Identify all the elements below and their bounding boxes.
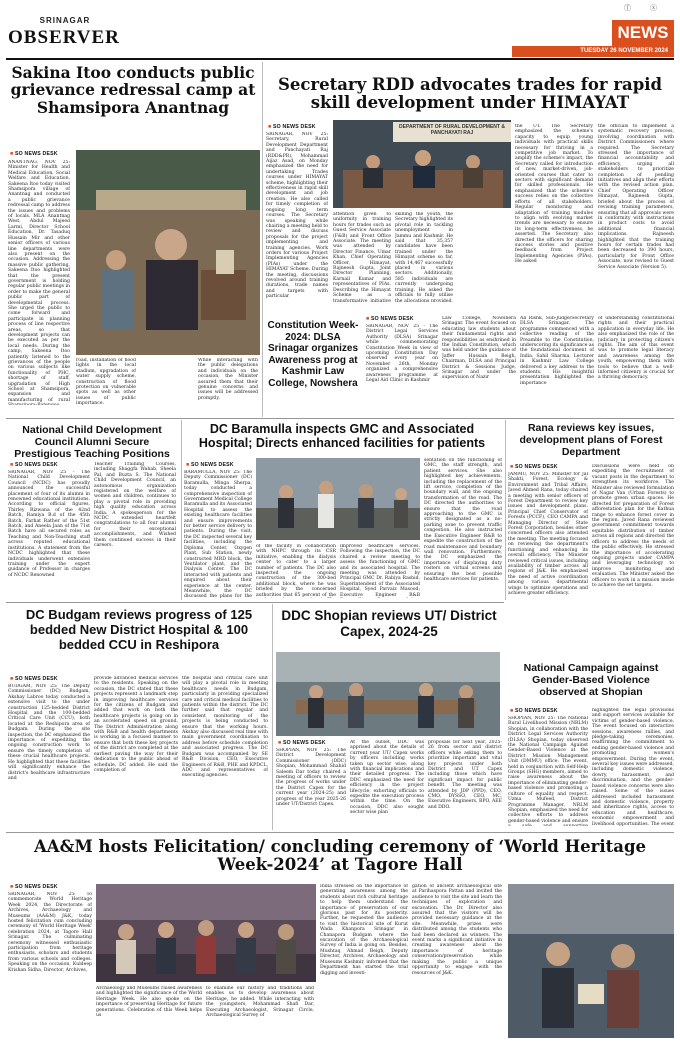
story2-photo-banner: DEPARTMENT OF RURAL DEVELOPMENT & PANCHAYATI RAJ	[399, 124, 505, 136]
story2-col2: attention given to uniformity in training hours for trades such as Guest Service Associate (F&B) and Front Office Associate. The meeting was attended by Director Finance, Umar Khan, Chief Operating Officer, Himayat, Rajneesh Gupta, Joint Director Planning, Karnail Kumar and representatives of PIAs. Describing the Himayat Scheme as a transformative initiative	[333, 212, 391, 302]
story3-headline: Constitution Week-2024: DLSA Srinagar organizes Awareness prog at Kashmir Law College, Nowshera	[267, 320, 359, 389]
story4-col1: SRINAGAR, NOV 25 - The National Child Development Council (NCDC) has proudly announced the successful placement of four of its alumni in renowned educational institutions. According to official figures, Thirley Rizwana of the 42nd Batch, Ramiya B.d of the 45th Batch, Farhat Rather of the 51st Batch, and Aneela Jaan of the 71st Batch have all secured roles as Teaching and Non-Teaching staff across reputed educational institutions. A statement from the NCDC highlighted that these individuals underwent extensive training under the expert guidance of Professor in charges of NCDC Renowned	[8, 470, 90, 578]
story10-byline: ■ SO NEWS DESK	[10, 884, 58, 890]
story7-col1: BUDGAM, NOV 25: The Deputy Commissioner (DC) Budgam, Akshay Labroo today conducted a extensive visit to the under construction 125-bedded District Hospital and the 100-bedded Critical Care Unit (CCU), both located at the Reshipora area of Budgam. During the site inspection, the DC emphasized the importance of expediting the ongoing construction work to ensure the timely completion of these crucial healthcare projects. He highlighted that these facilities will significantly enhance the district's healthcare infrastructure and	[8, 684, 90, 781]
story1-col1: ANANTNAG, NOV 25: Minister for Health and Medical Education, Social Welfare and Education, Sakeena Itoo today visited Shamsipora village of Anantnag and conducted a public grievance redressal camp to address the issues and problems of locals. MLA Anantnag West, Abdul Majeed Larmi, Director School Education, Dr. Tasaduq Hussain Mir and other senior officers of various line departments were also present on the occasion. Addressing the massive public gathering, Sakeena Itoo highlighted that the present government is holding regular public meetings in order to make the general public part of developmental process. She urged the public to come forward and participate in planning process of line respective areas, so that development projects can be executed as per the local needs. During the camp, Sakeena Itoo patiently listened to the grievances of the people on various subjects like functionality of PHC, shortage of staff, upgradation of High School at Shamsipora, expansion and manufacturing of rural	[8, 160, 70, 403]
story2-col1: SRINAGAR, NOV 25: Secretary, Rural Development Department and Panchayati Raj (RDD&PR), Mohammad Aijaz Asad, on Monday emphasized the need for undertaking Trades courses under HIMAYAT scheme, highlighting their effectiveness in rapid skill development and job creation. He also called for timely completion of ongoing long term courses. The Secretary was speaking while chairing a meeting held to review and discuss proposals for the project implementing and training agencies. Work orders for various Project Implementing Agencies (PIAs) under the HIMAYAT Scheme. During the meeting, discussions revolved around training durations, trade names and targets with particular	[266, 132, 328, 300]
story5-photo	[256, 458, 420, 540]
section-badge: NEWS	[612, 20, 674, 46]
story10-col2: Archaeology and Museums raised awareness and highlighted the significance of the World Heritage Week. He also spoke on the importance of preserving Heritage for future generations. Celebration of this Week helps us	[96, 986, 202, 1019]
section-rule	[6, 602, 504, 603]
column-divider	[505, 420, 506, 600]
story4-headline: National Child Development Council Alumni Secure Prestigious Teaching Positions	[14, 424, 170, 461]
story10-headline: AA&M hosts Felicitation/ concluding ceremony of ‘World Heritage Week-2024’ at Tagore Hall	[34, 837, 646, 875]
story10-col3: to examine our history and traditions and enables us to develop awareness about Heritage, he added. While interacting with the youngsters, Mohammad Shafi Dar, Executing Archaeologist, Srinagar Circle, Archaeological Survey of	[206, 986, 314, 1019]
story10-col1: SRINAGAR, NOV 25: To commemorate World Heritage Week 2024, the Directorate of Archives, Archaeology and Museums (AA&M) J&K, today hosted felicitation cum concluding ceremony of 'World Heritage Week' celebration 2024, at Tagore Hall Srinagar. The culminating ceremony witnessed enthusiastic participation from heritage enthusiasts, scholars and students from various schools and colleges. Speaking on the occasion, Kuldeep Krishan Sidha, Director, Archives,	[8, 892, 92, 973]
story8-photo	[276, 652, 500, 736]
story1-photo	[76, 150, 260, 355]
masthead-kicker: SRINAGAR	[39, 16, 91, 25]
story10-photo	[96, 884, 316, 982]
story3-col4: of understanding constitutional rights and their practical application in everyday life. He also emphasized the role of the judiciary in protecting citizen's rights. The aim of this event was to promote legal literacy and awareness among the youth, empowering them with tools to believe that a well-informed citizenry is crucial for a thriving democracy.	[598, 316, 674, 381]
story5-headline: DC Baramulla inspects GMC and Associated Hospital; Directs enhanced facilities for patients	[198, 422, 486, 451]
story10-col5: gation of ancient archaeological site at Parihaspora Pattan and invited the audience to visit the site and learn the techniques of exploration and excavation. The Dr. Director also assured that the visitors will be provided necessary guidance at the site. Meanwhile, prizes were distributed among the students who had been declared as winners. The event marks a significant initiative in creating awareness about the importance of heritage conservation/preservation while making the public a unique opportunity to engage with the resources of J&K.	[412, 884, 502, 976]
column-divider	[262, 62, 263, 417]
story6-col2: Discussions were held on expediting the recruitment of vacant posts in the department to strengthen its workforce. The Minister also reviewed formulation of Nagar Van (Urban Forests) to promote green urban spaces. He directed for preparation of Forest afforestation plan for the Kathua range to enhance forest cover in the region. Javed Rana reviewed government commitment towards equitable distribution of timber across all regions and directed the officers to address the needs of the public effectively. He stressed the importance of accelerating ongoing projects under CAMPA and leveraging technology to improve monitoring and evaluation. The Minister asked the officers to work in a mission mode to achieve the set targets.	[592, 464, 674, 588]
story5-col4: sentation on the functioning of GMC, the staff strength, and patient services. She also highlighted key achievements, including the replacement of the lift service, completion of the boundary wall, and the ongoing transformation of the road. The DC directed the authorities to ensure that the road approaching to the GMC is strictly designated as a no-parking zone to prevent traffic congestion. He also instructed the Executive Engineer R&B to expedite the construction of the road maintenance and boundary wall renovation. Furthermore, the DC emphasized the importance of displaying duty rosters on virtual screens and ensuring the best possible healthcare services for patients.	[424, 458, 502, 582]
story5-byline: ■ SO NEWS DESK	[186, 462, 234, 468]
story7-col2: provide advanced medical services to the residents. Speaking on the occasion, the DC stated that these projects represent a landmark step in improving healthcare services for the citizens of Budgam and added that work on both the healthcare projects is going on in an accelerated speed on ground. The District Administration along with R&B and health departments is working in a focused manner to ensure that both these key projects of the district are completed at the earliest paving the way for their dedication to the public ahead of schedule, DC added. He said the completion of	[94, 676, 178, 773]
story9-headline: National Campaign against Gender-Based Violence observed at Shopian	[523, 662, 659, 699]
story2-headline: Secretary RDD advocates trades for rapid skill development under HIMAYAT	[277, 75, 663, 113]
story1-col3: While interacting with the public delegations and individuals on the occasion, the Minister assured them that their genuine concerns and issues will be addressed promptly.	[198, 358, 258, 401]
story9-col1: SHOPIAN, NOV 25: The National Rural Livelihood Mission (NRLM) Shopian, in collaboration with the District Legal Services Authority (DLSA) Shopian, today observed the National Campaign Against Gender-Based Violence at the District Mission Management Unit (DMMU) office. The event, held in conjunction with Self-Help Groups (SHG) members, aimed to raise awareness about the importance of eliminating gender-based violence and promoting a culture of equality and respect. Uzma Mufeed, District Programme Manager, NRLM Shopian, emphasized the need for collective efforts to address gender-based violence and ensure	[508, 716, 588, 824]
story2-byline: ■ SO NEWS DESK	[268, 124, 316, 130]
story1-headline: Sakina Itoo conducts public grievance redressal camp at Shamsipora Anantnag	[10, 63, 256, 117]
story7-col3: the hospital and critical care unit will play a pivotal role in meeting healthcare needs in Budgam, particularly in providing specialized care and critical medical facilities to patients within the district. The DC further said that regular and consistent monitoring of the projects is being conducted to ensure that the working hours. Akshay also discussed real time with main government coordination to address before schedule completion and associated progress. The DC Budgam was accompanied by SE R&B Division, CEO, Executive Engineers of R&B, PHE and KPDCL, ADC and representatives of executing agencies.	[182, 676, 268, 779]
story3-col2: Law College, Nowshera Srinagar. The event focused on educating law students about their fundamental rights and responsibilities as enshrined in the Indian Constitution, which was held under the guidance of Jaffer Hussain Beigh, Chairman, DLSA and Principal District & Sessions Judge, Srinagar and under the supervision of Nazir	[442, 316, 516, 381]
story1-byline: ■ SO NEWS DESK	[10, 151, 58, 157]
story8-byline: ■ SO NEWS DESK	[278, 740, 326, 746]
story8-headline: DDC Shopian reviews UT/ District Capex, 2024-25	[281, 608, 497, 639]
column-divider	[272, 604, 273, 830]
story6-col1: JAMMU, NOV 25: Minister for Jal Shakti, Forest, Ecology & Environment and Tribal Affairs, Javed Ahmed Rana, today chaired a meeting with senior officers of Forest Department to review key issues and development plans. Principal Chief Conservator of Forests (PCCF), CEO CAMPA and Managing Director of State Forest Corporation, besides other concerned officers also attended the meeting. The meeting focused on reviewing the department's functioning and enhancing its overall efficiency. The Minister reviewed critical issues, including availability of timber across all regions of J&K. He emphasized the need of active coordination among various departmental wings to optimize operations and achieve greater efficiency.	[508, 472, 588, 596]
story8-col1: SHOPIAN, NOV 25: The District Development Commissioner (DDC) Shopian, Mohammad Shahid Saleem Dar today chaired a meeting of officers to review the progress of works under the District Capex for the current year (2024-25) and progress of the year 2025-26 under UT/District Capex.	[276, 748, 346, 808]
story5-col2: of the facility in collaboration with NHPC through its CSR initiative, enabling the dialysis center to cater to a larger number of patients. The DC also inspected the ongoing construction of the 300-bed additional block, where he was briefed by the concerned authorities that 65 percent of the	[256, 544, 336, 598]
section-rule	[6, 832, 674, 833]
story1-col2: road, installation of flood lights in the local stadium, upgradation of water supply scheme, construction of flood protection on vulnerable spots as well as other issues of public importance.	[76, 358, 136, 406]
story6-byline: ■ SO NEWS DESK	[510, 464, 558, 470]
story9-col2: highlighted the legal provisions and support services available for victims of gender-based violence. The event focused on interactive sessions, awareness rallies, and pledge-taking ceremonies, reaffirming the commitment to ending gender-based violence and promoting women's empowerment. During the event, several key issues were addressed, including domestic violence, dowry, harassment, and discrimination, and the gender-based violence concerns were also raised. Some of the issues addressed included harassment and domestic violence, property and inheritance rights, access to education and healthcare, economic empowerment and livelihood opportunities. The event	[592, 708, 674, 826]
story10-photo2	[508, 884, 674, 1038]
story6-headline: Rana reviews key issues, development plans of Forest Department	[519, 422, 663, 459]
story8-col2: At the outset, DDC was apprised about the details of current year UT/ Capex works by officers including works taken up sector wise, along with financial implications and their detailed progress. The DDC emphasized the need for efficiency in the project lifecycle, exhorting officials to expedite the execution process within the time. On the occasion, DDC also sought sector wise plan	[350, 740, 424, 816]
story5-col3: improved healthcare services. Following the inspection, the DC chaired a review meeting to assess the functioning of GMC and its associated hospital. The meeting was attended by Principal GMC Dr. Rabiya Rashid, Superintendent of the Associated Hospital, Syed Parvaiz Masood; Executive Engineer R&B	[340, 544, 420, 598]
facebook-icon: ⓕ	[624, 4, 631, 12]
twitter-icon: ⓧ	[650, 4, 657, 12]
section-rule	[6, 418, 674, 419]
story7-headline: DC Budgam reviews progress of 125 bedded New District Hospital & 100 bedded CCU in Reshipora	[25, 607, 253, 652]
story4-byline: ■ SO NEWS DESK	[10, 462, 58, 468]
masthead-rule	[6, 58, 674, 60]
story4-col2: Teacher Training Courses, including Shaggfa Wahab, Sheela Pal, and Buzta S. The National Child Development Council, an autonomous organization registered on the welfare of women and children, continues to play a pivotal role in providing high quality education across India. A spokesperson for the NCDC extended heartfelt congratulations to all four alumni for their exceptional accomplishments, and Wished them continued success in their careers.	[94, 462, 176, 549]
masthead-logo: OBSERVER	[8, 27, 120, 48]
story2-col5: the officials to implement a systematic recovery process, involving coordination with District Commissioners where required. The Secretary stressed the importance of financial accountability and efficiency, urging all stakeholders to prioritize completion of pending initiatives and align their efforts with the revised action plan. Chief Operating Officer Himayat, Rajneesh Gupta, briefed about the process of revising training parameters, ensuring that all approvals were in conformity with instructions in product costs to avoid additional financial implications. Rajneesh highlighted that the training hours for certain trades had been decreased to 390 hours, particularly for Front Office Associate, now revised to Guest Service Associate (Version 5).	[598, 124, 674, 270]
story3-byline: ■ SO NEWS DESK	[366, 316, 414, 322]
date-bar: TUESDAY 26 NOVEMBER 2024	[512, 46, 674, 57]
story5-col1: BARAMULLA, NOV 25: The Deputy Commissioner (DC) Baramulla, Minga Sherpa, today conducted a comprehensive inspection of Government Medical College Baramulla and its Associated Hospital to assess the existing healthcare facilities and ensure improvements for better service delivery to patients. During the visit, the DC inspected several key facilities, including the Diploma Center, Oxygen Plant, Sub Station, newly constructed MRD block, the Ventilator plant, and the Dialysis Center. The DC interacted with patients and enquired about their experience at the center. Meanwhile, the DC discussed the plans for the	[184, 470, 252, 598]
story8-col3: proposals for next year, 2025-26 from sector and district officers while asking them to prioritize important and vital key projects under both District and UT Capex including those which have significant impact for public benefit. The meeting was attended by JDP (PPD), CEO, CMO, DYSSO, CEO, MC, Executive Engineers, BPO, AEE and DDO.	[428, 740, 502, 810]
story7-byline: ■ SO NEWS DESK	[10, 676, 58, 682]
story10-col4: India stressed on the importance of generating awareness among the students about rich cultural heritage to help them understand the importance of preservation of our glorious past for its posterity. Further, he requested the audience to visit the historical site of Kurut Wada Khanpora Srinagar in Chanapora Budgam where the excavation of the Archaeological Survey of India is going on. Besides, Mushtaq Ahmad Beigh, Deputy Director, Archives, Archaeology and Museums Kashmir, informed that the Department has started the trial digging and investi-	[320, 884, 408, 976]
story9-byline: ■ SO NEWS DESK	[510, 708, 558, 714]
story3-col1: SRINAGAR, NOV 25 - The District Legal Services Authority (DLSA) Srinagar while commemorating Constitution Week in view of upcoming Constitution Day observed every year on November 26th, Monday organized a comprehensive awareness programme at Legal Aid Clinic in Kashmir	[366, 324, 438, 384]
column-divider	[181, 420, 182, 600]
story2-photo	[333, 120, 511, 208]
story2-col4: the UT. The Secretary emphasized the scheme's capacity to equip young individuals with practical skills necessary for thriving in a competitive job market. To amplify the scheme's impact, the Secretary called for introduction of new, market-driven, job-oriented courses that cater to sectors with significant demand for skilled professionals. He emphasized that the scheme's success relies on the collective efforts of all stakeholders. Regular monitoring and adaptation of training modules to align with evolving market trends are necessary to ensure its long-term effectiveness, he asserted. The Secretary also directed the officers for sharing success stories and positive feedback from Project Implementing Agencies (PIAs). He asked	[515, 124, 593, 265]
story3-col3: Ali Rishk, Sub-Judge/Secretary DLSA Srinagar. The programme commenced with a collective reading of the Preamble to the Constitution, underscoring its significance as the foundational document of India. Sahil Sharma, Lecturer in Kashmir Law College delivered a key address to the students. His insightful presentation highlighted the importance	[520, 316, 594, 386]
story2-col3: skilling the youth, the Secretary highlighted its pivotal role in tackling unemployment in Jammu and Kashmir. He said that 35,357 candidates have been trained under the Himayat scheme so far, with 14,467 successfully placed in various sectors. Additionally, 585 individuals are currently undergoing training. He asked the officials to fully utilise the allocations provided,	[395, 212, 453, 302]
